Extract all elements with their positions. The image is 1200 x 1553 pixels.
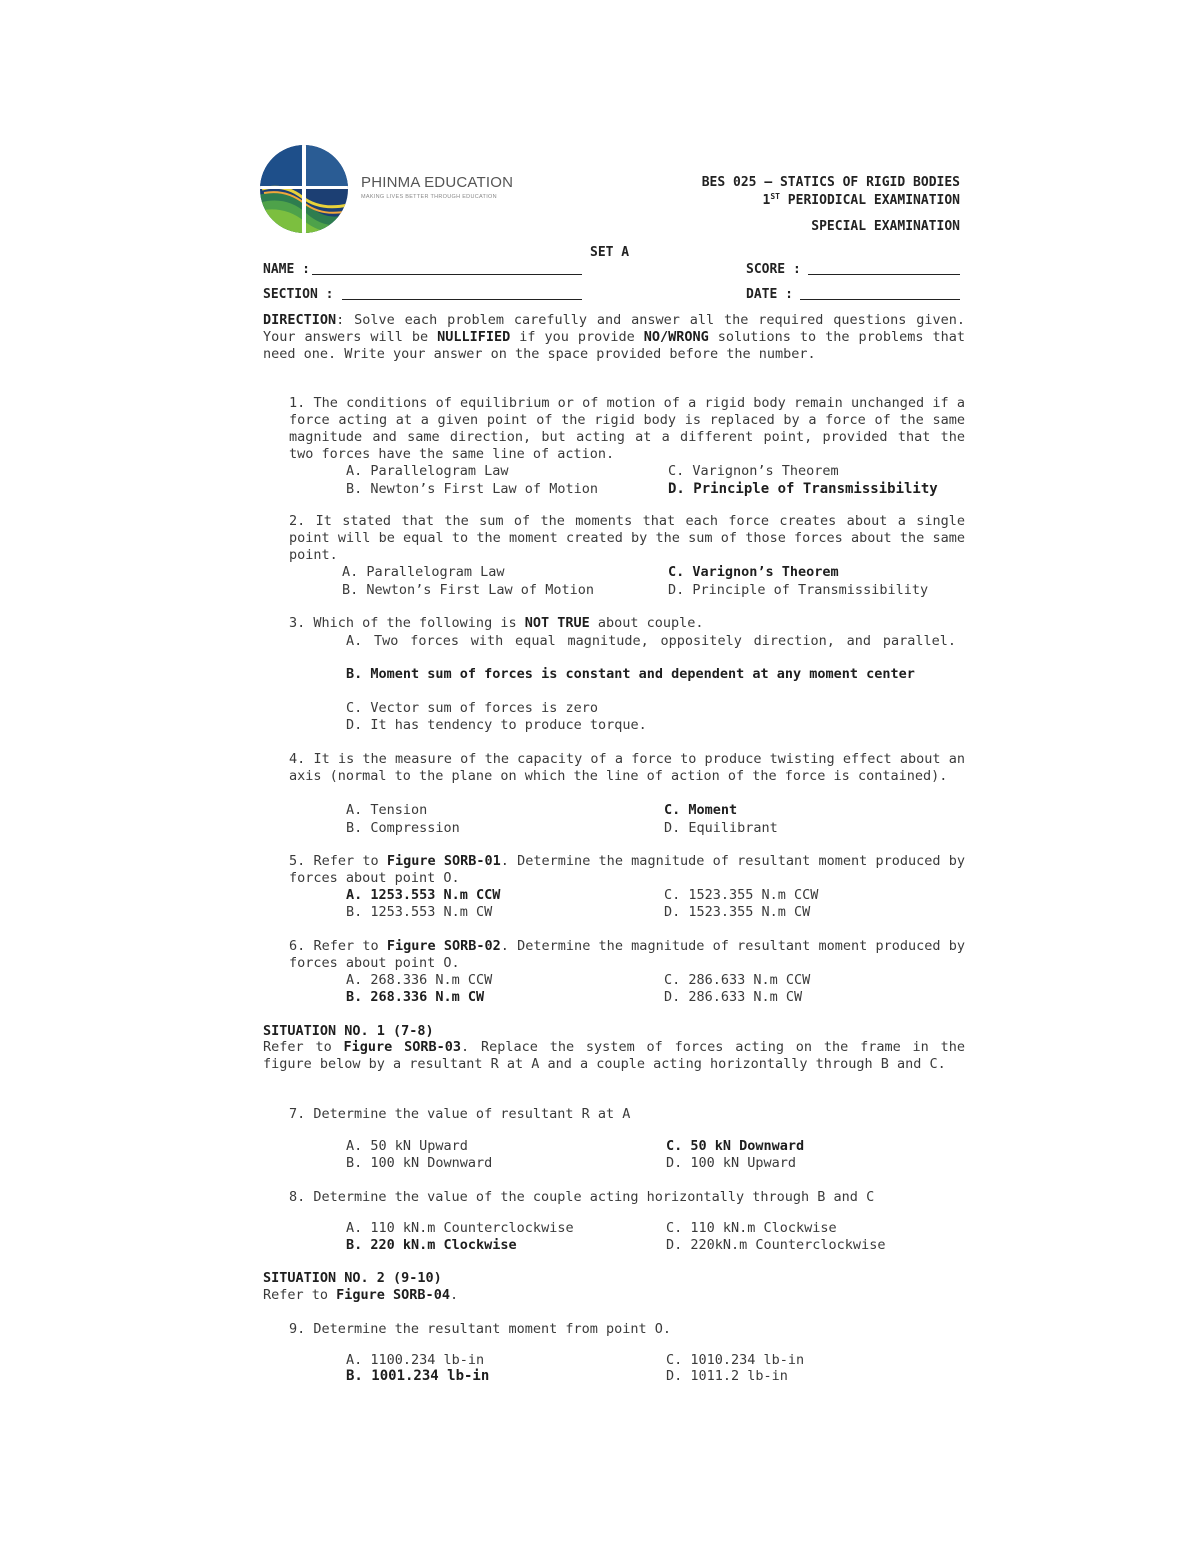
- question-5-text: [289, 853, 965, 887]
- q9-option-b[interactable]: B. 1001.234 lb-in: [346, 1368, 490, 1384]
- section-field[interactable]: [342, 299, 582, 300]
- question-3-text: [289, 615, 965, 632]
- q5-figure-ref: Figure SORB-01: [386, 853, 501, 869]
- situation-1-figure-ref: Figure SORB-03: [343, 1039, 462, 1055]
- q8-option-b[interactable]: B. 220 kN.m Clockwise: [346, 1237, 517, 1253]
- q3-option-c[interactable]: C. Vector sum of forces is zero: [346, 700, 598, 716]
- q1-option-a[interactable]: A. Parallelogram Law: [346, 463, 509, 479]
- q5-option-a[interactable]: A. 1253.553 N.m CCW: [346, 887, 501, 903]
- direction-text: [263, 312, 965, 363]
- q3-option-a[interactable]: A. Two forces with equal magnitude, oppositely direction, and parallel.: [346, 633, 956, 649]
- question-7-text: 7. Determine the value of resultant R at A: [289, 1106, 631, 1122]
- question-9-text: 9. Determine the resultant moment from point O.: [289, 1321, 672, 1337]
- situation-2-title: SITUATION NO. 2 (9-10): [263, 1270, 442, 1286]
- set-label: SET A: [590, 245, 630, 260]
- q9-option-c[interactable]: C. 1010.234 lb-in: [666, 1352, 805, 1368]
- q4-option-b[interactable]: B. Compression: [346, 820, 460, 836]
- q4-option-d[interactable]: D. Equilibrant: [664, 820, 778, 836]
- date-field[interactable]: [800, 299, 960, 300]
- q3-part-1: 3. Which of the following is: [289, 615, 525, 631]
- question-8-text: 8. Determine the value of the couple acting horizontally through B and C: [289, 1189, 875, 1205]
- course-title: BES 025 – STATICS OF RIGID BODIES: [701, 175, 960, 190]
- situation-1-part-1: Refer to: [263, 1039, 344, 1055]
- exam-ordinal: ST: [770, 192, 780, 201]
- name-field[interactable]: [312, 274, 582, 275]
- q2-option-c[interactable]: C. Varignon’s Theorem: [668, 564, 839, 580]
- q2-option-d[interactable]: D. Principle of Transmissibility: [668, 582, 929, 598]
- direction-nullified: NULLIFIED: [437, 329, 511, 345]
- situation-1-text: [263, 1039, 965, 1073]
- logo-name: PHINMA EDUCATION: [361, 174, 514, 191]
- exam-title-rest: PERIODICAL EXAMINATION: [779, 193, 960, 208]
- q3-option-b[interactable]: B. Moment sum of forces is constant and dependent at any moment center: [346, 666, 915, 682]
- name-label: NAME :: [263, 262, 310, 277]
- logo-tagline: MAKING LIVES BETTER THROUGH EDUCATION: [361, 194, 497, 200]
- q5-part-2: . Determine the magnitude of resultant moment produced by forces about point O.: [289, 853, 965, 886]
- q7-option-b[interactable]: B. 100 kN Downward: [346, 1155, 493, 1171]
- situation-1-part-2: . Replace the system of forces acting on the frame in the figure below by a resultant R at A and a couple acting horizontally through B and C.: [263, 1039, 965, 1072]
- q6-option-a[interactable]: A. 268.336 N.m CCW: [346, 972, 493, 988]
- q5-option-c[interactable]: C. 1523.355 N.m CCW: [664, 887, 819, 903]
- direction-label: DIRECTION: [263, 312, 337, 328]
- question-6-text: [289, 938, 965, 972]
- situation-2-part-1: Refer to: [263, 1287, 337, 1303]
- q5-option-d[interactable]: D. 1523.355 N.m CW: [664, 904, 811, 920]
- score-field[interactable]: [808, 274, 960, 275]
- question-2-text: 2. It stated that the sum of the moments that each force creates about a single point will be equal to the moment created by the sum of those forces about the same point.: [289, 513, 965, 563]
- exam-number: 1: [762, 193, 771, 208]
- q1-option-d[interactable]: D. Principle of Transmissibility: [668, 481, 938, 497]
- q7-option-a[interactable]: A. 50 kN Upward: [346, 1138, 468, 1154]
- q8-option-a[interactable]: A. 110 kN.m Counterclockwise: [346, 1220, 574, 1236]
- q5-option-b[interactable]: B. 1253.553 N.m CW: [346, 904, 493, 920]
- question-1-text: 1. The conditions of equilibrium or of motion of a rigid body remain unchanged if a force acting at a given point of the rigid body is replaced by a force of the same magnitude and same direction, but acting at a different point, provided that the two forces have the same line of action.: [289, 395, 965, 462]
- situation-2-text: [263, 1287, 458, 1303]
- exam-type: SPECIAL EXAMINATION: [811, 219, 960, 234]
- q3-not-true: NOT TRUE: [524, 615, 590, 631]
- direction-part-3: solutions to the problems that need one. Write your answer on the space provided before the number.: [263, 329, 965, 362]
- exam-title: [763, 193, 960, 208]
- q1-option-b[interactable]: B. Newton’s First Law of Motion: [346, 481, 598, 497]
- q4-option-c[interactable]: C. Moment: [664, 802, 738, 818]
- situation-1-title: SITUATION NO. 1 (7-8): [263, 1023, 434, 1039]
- q6-figure-ref: Figure SORB-02: [386, 938, 501, 954]
- q3-option-d[interactable]: D. It has tendency to produce torque.: [346, 717, 647, 733]
- q5-part-1: 5. Refer to: [289, 853, 387, 869]
- situation-2-figure-ref: Figure SORB-04: [336, 1287, 450, 1303]
- q6-option-c[interactable]: C. 286.633 N.m CCW: [664, 972, 811, 988]
- direction-part-1: : Solve each problem carefully and answer all the required questions given. Your answers will be: [263, 312, 965, 345]
- q8-option-c[interactable]: C. 110 kN.m Clockwise: [666, 1220, 837, 1236]
- q6-option-d[interactable]: D. 286.633 N.m CW: [664, 989, 803, 1005]
- date-label: DATE :: [746, 287, 793, 302]
- situation-2-part-2: .: [449, 1287, 459, 1303]
- question-4-text: 4. It is the measure of the capacity of a force to produce twisting effect about an axis (normal to the plane on which the line of action of the force is contained).: [289, 751, 965, 784]
- score-label: SCORE :: [746, 262, 801, 277]
- q1-option-c[interactable]: C. Varignon’s Theorem: [668, 463, 839, 479]
- direction-part-2: if you provide: [510, 329, 644, 345]
- q6-part-2: . Determine the magnitude of resultant moment produced by forces about point O.: [289, 938, 965, 971]
- q6-part-1: 6. Refer to: [289, 938, 387, 954]
- q7-option-c[interactable]: C. 50 kN Downward: [666, 1138, 805, 1154]
- q4-option-a[interactable]: A. Tension: [346, 802, 428, 818]
- q3-part-2: about couple.: [589, 615, 704, 631]
- section-label: SECTION :: [263, 287, 334, 302]
- phinma-logo-icon: [258, 143, 348, 235]
- q8-option-d[interactable]: D. 220kN.m Counterclockwise: [666, 1237, 886, 1253]
- q2-option-b[interactable]: B. Newton’s First Law of Motion: [342, 582, 594, 598]
- q7-option-d[interactable]: D. 100 kN Upward: [666, 1155, 797, 1171]
- q6-option-b[interactable]: B. 268.336 N.m CW: [346, 989, 485, 1005]
- phinma-logo: [258, 143, 348, 235]
- q9-option-a[interactable]: A. 1100.234 lb-in: [346, 1352, 485, 1368]
- q9-option-d[interactable]: D. 1011.2 lb-in: [666, 1368, 788, 1384]
- direction-no-wrong: NO/WRONG: [643, 329, 709, 345]
- q2-option-a[interactable]: A. Parallelogram Law: [342, 564, 505, 580]
